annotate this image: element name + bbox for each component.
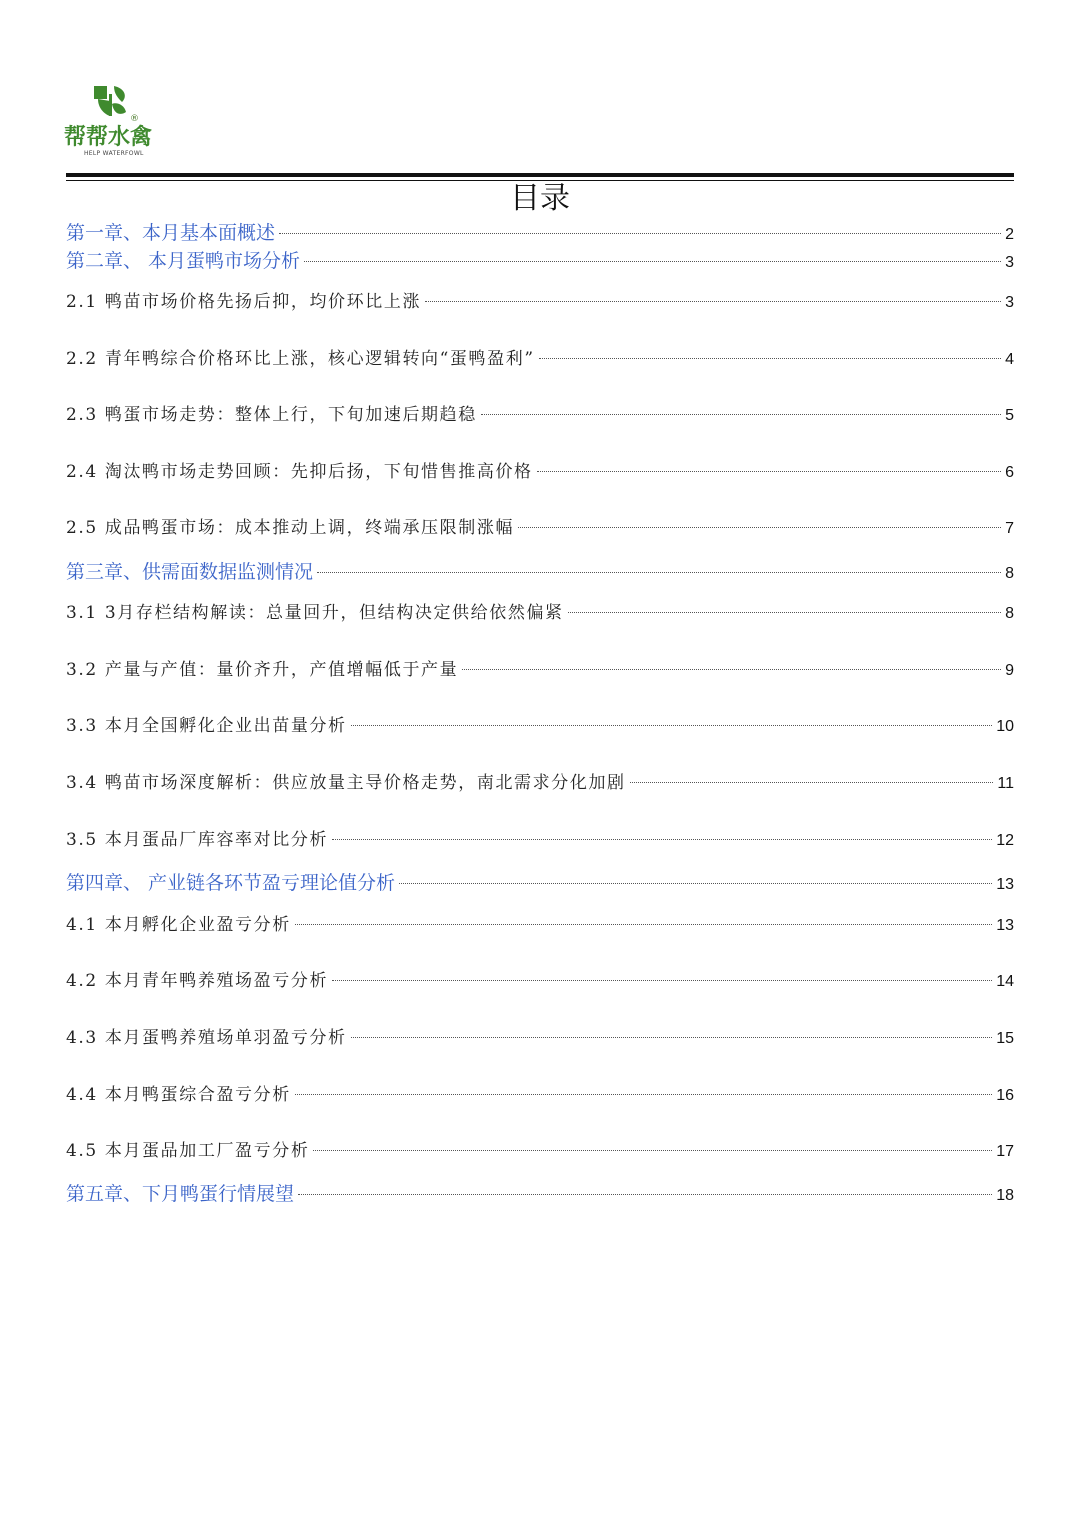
header-rule-thick: [66, 173, 1014, 177]
toc-page-number: 13: [996, 876, 1014, 893]
toc-leader-dots: [351, 725, 993, 726]
toc-page-number: 12: [996, 832, 1014, 849]
toc-entry-section-2-4[interactable]: [66, 458, 1014, 486]
toc-page-number: 9: [1005, 662, 1014, 679]
toc-entry-label: 4.3 本月蛋鸭养殖场单羽盈亏分析: [66, 1028, 347, 1048]
toc-page-number: 14: [996, 973, 1014, 990]
toc-entry-label: 3.3 本月全国孵化企业出苗量分析: [66, 716, 347, 736]
toc-entry-section-2-1[interactable]: [66, 288, 1014, 316]
toc-entry-section-4-2[interactable]: [66, 967, 1014, 995]
toc-leader-dots: [304, 261, 1001, 262]
toc-page-number: 4: [1005, 351, 1014, 368]
green-leaf-logo-icon: [94, 84, 128, 118]
toc-entry-label: 3.2 产量与产值：量价齐升，产值增幅低于产量: [66, 660, 459, 680]
toc-entry-chapter-5[interactable]: [66, 1180, 1014, 1208]
toc-leader-dots: [568, 612, 1001, 613]
brand-english-name: HELP WATERFOWL: [84, 150, 144, 157]
toc-leader-dots: [295, 1094, 992, 1095]
toc-leader-dots: [317, 572, 1001, 573]
brand-name: 帮帮水禽: [64, 125, 153, 150]
toc-entry-label: 4.4 本月鸭蛋综合盈亏分析: [66, 1085, 291, 1105]
toc-leader-dots: [313, 1150, 992, 1151]
toc-leader-dots: [332, 839, 992, 840]
toc-entry-section-4-5[interactable]: [66, 1137, 1014, 1165]
toc-page-number: 17: [996, 1143, 1014, 1160]
toc-leader-dots: [332, 980, 992, 981]
toc-leader-dots: [630, 782, 994, 783]
toc-leader-dots: [518, 527, 1001, 528]
registered-mark: ®: [130, 114, 139, 124]
toc-page-number: 3: [1005, 294, 1014, 311]
toc-leader-dots: [462, 669, 1001, 670]
toc-entry-section-3-1[interactable]: [66, 599, 1014, 627]
toc-entry-label: 3.1 3月存栏结构解读：总量回升，但结构决定供给依然偏紧: [66, 603, 564, 623]
toc-leader-dots: [298, 1194, 992, 1195]
toc-entry-section-2-3[interactable]: [66, 401, 1014, 429]
toc-entry-label: 4.2 本月青年鸭养殖场盈亏分析: [66, 971, 329, 991]
toc-page-number: 8: [1005, 605, 1014, 622]
toc-entry-label: 第二章、 本月蛋鸭市场分析: [66, 250, 301, 272]
toc-leader-dots: [399, 883, 992, 884]
toc-page-number: 2: [1005, 226, 1014, 243]
toc-entry-chapter-1[interactable]: [66, 219, 1014, 247]
toc-entry-label: 2.2 青年鸭综合价格环比上涨，核心逻辑转向“蛋鸭盈利”: [66, 349, 535, 369]
brand-logo: [64, 80, 164, 160]
toc-leader-dots: [425, 301, 1001, 302]
toc-title: 目录: [510, 181, 570, 216]
toc-entry-section-3-4[interactable]: [66, 769, 1014, 797]
toc-page-number: 5: [1005, 407, 1014, 424]
toc-entry-label: 4.1 本月孵化企业盈亏分析: [66, 915, 291, 935]
toc-entry-label: 2.4 淘汰鸭市场走势回顾：先抑后扬，下旬惜售推高价格: [66, 462, 533, 482]
toc-entry-label: 第一章、本月基本面概述: [66, 222, 276, 244]
toc-page-number: 13: [996, 917, 1014, 934]
toc-entry-section-3-2[interactable]: [66, 656, 1014, 684]
toc-entry-label: 2.5 成品鸭蛋市场：成本推动上调，终端承压限制涨幅: [66, 518, 515, 538]
toc-entry-label: 第四章、 产业链各环节盈亏理论值分析: [66, 872, 396, 894]
toc-entry-label: 2.1 鸭苗市场价格先扬后抑，均价环比上涨: [66, 292, 422, 312]
toc-leader-dots: [539, 358, 1001, 359]
toc-entry-chapter-2[interactable]: [66, 247, 1014, 275]
toc-leader-dots: [351, 1037, 993, 1038]
toc-entry-label: 2.3 鸭蛋市场走势：整体上行，下旬加速后期趋稳: [66, 405, 477, 425]
toc-page-number: 15: [996, 1030, 1014, 1047]
toc-page-number: 7: [1005, 520, 1014, 537]
toc-page-number: 11: [997, 775, 1014, 792]
toc-page-number: 8: [1005, 565, 1014, 582]
toc-entry-label: 4.5 本月蛋品加工厂盈亏分析: [66, 1141, 310, 1161]
toc-entry-section-2-2[interactable]: [66, 345, 1014, 373]
toc-leader-dots: [481, 414, 1001, 415]
toc-entry-label: 第五章、下月鸭蛋行情展望: [66, 1183, 295, 1205]
toc-entry-chapter-4[interactable]: [66, 869, 1014, 897]
toc-entry-section-4-1[interactable]: [66, 911, 1014, 939]
toc-page-number: 6: [1005, 464, 1014, 481]
toc-entry-label: 3.4 鸭苗市场深度解析：供应放量主导价格走势，南北需求分化加剧: [66, 773, 626, 793]
toc-entry-label: 3.5 本月蛋品厂库容率对比分析: [66, 830, 329, 850]
toc-page-number: 16: [996, 1087, 1014, 1104]
toc-leader-dots: [295, 924, 992, 925]
toc-page-number: 3: [1005, 254, 1014, 271]
toc-entry-section-3-5[interactable]: [66, 826, 1014, 854]
toc-leader-dots: [537, 471, 1001, 472]
toc-page-number: 10: [996, 718, 1014, 735]
toc-entry-section-4-4[interactable]: [66, 1081, 1014, 1109]
toc-leader-dots: [279, 233, 1001, 234]
toc-entry-label: 第三章、供需面数据监测情况: [66, 561, 314, 583]
toc-page-number: 18: [996, 1187, 1014, 1204]
toc-entry-section-3-3[interactable]: [66, 712, 1014, 740]
toc-entry-chapter-3[interactable]: [66, 558, 1014, 586]
toc-entry-section-4-3[interactable]: [66, 1024, 1014, 1052]
toc-entry-section-2-5[interactable]: [66, 514, 1014, 542]
